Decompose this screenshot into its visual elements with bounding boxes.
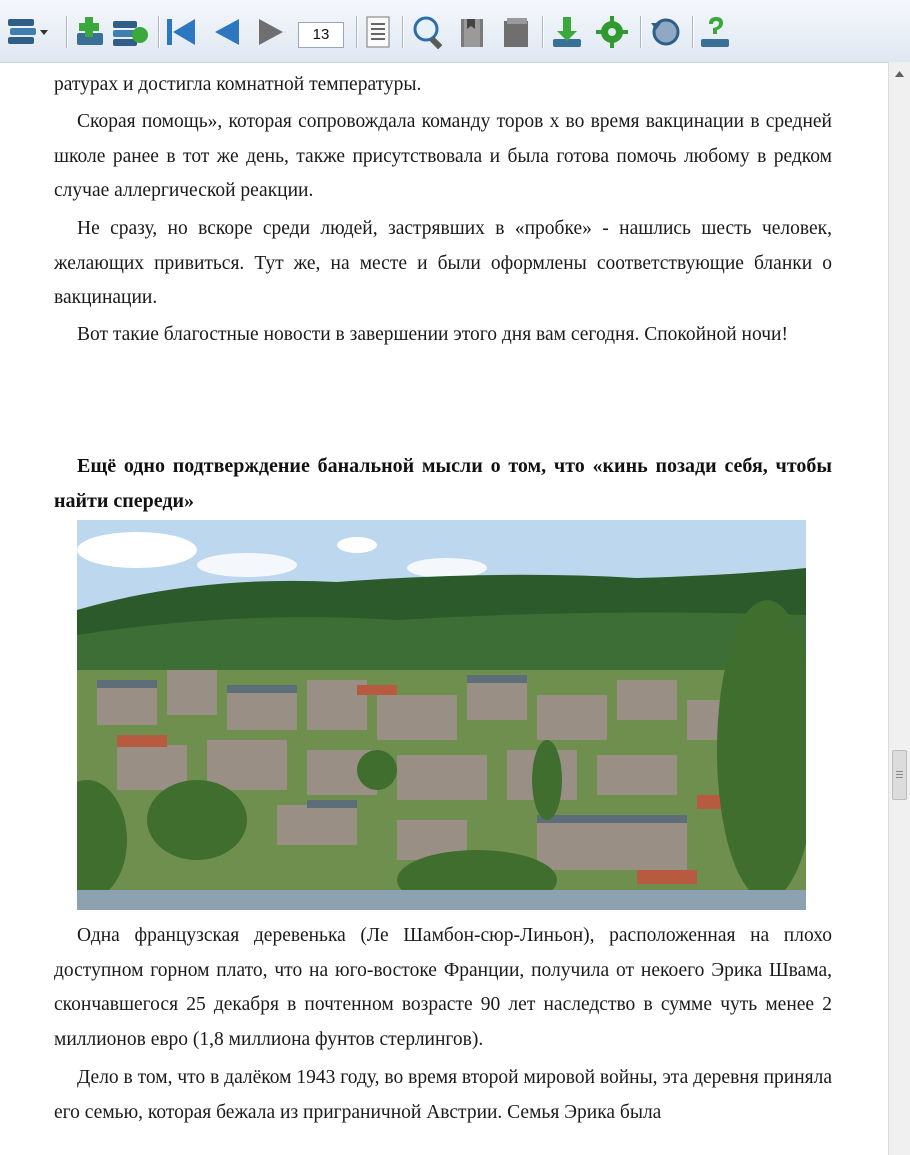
help-button[interactable] <box>696 14 734 50</box>
open-book-button[interactable] <box>110 14 150 50</box>
first-page-icon <box>163 15 199 49</box>
book-info-button[interactable] <box>498 14 534 50</box>
download-icon <box>549 15 585 49</box>
next-page-icon <box>253 15 287 49</box>
contents-icon <box>363 15 393 49</box>
search-button[interactable] <box>408 14 448 50</box>
book-info-icon <box>499 15 533 49</box>
library-button[interactable] <box>6 14 48 50</box>
village-photo <box>77 520 806 910</box>
paragraph: Скорая помощь», которая сопровождала команду торов х во время вакцинации в средней школе ранее в тот же день, также присутствовала и была готова помочь любому в редком случае аллергической реакции. <box>54 111 832 201</box>
paragraph: ратурах и достигла комнатной температуры. <box>54 74 422 95</box>
scroll-up-button[interactable] <box>889 62 910 84</box>
next-page-button[interactable] <box>252 14 288 50</box>
rotate-button[interactable] <box>646 14 686 50</box>
paragraph: Не сразу, но вскоре среди людей, застрявших в «пробке» - нашлись шесть человек, желающих привиться. Тут же, на месте и были оформлены соответствующие бланки о вакцинации. <box>54 218 832 308</box>
search-icon <box>409 15 447 49</box>
paragraph: Дело в том, что в далёком 1943 году, во время второй мировой войны, эта деревня приняла его семью, которая бежала из приграничной Австрии. Семья Эрика была <box>54 1067 832 1123</box>
document-page <box>0 62 888 1155</box>
scrollbar-thumb[interactable] <box>892 750 907 800</box>
library-icon <box>6 15 48 49</box>
article-heading: Ещё одно подтверждение банальной мысли о том, что «кинь позади себя, чтобы найти спереди» <box>54 455 832 512</box>
settings-icon <box>595 15 629 49</box>
add-book-icon <box>73 15 107 49</box>
scroll-up-icon <box>895 64 904 82</box>
rotate-icon <box>647 15 685 49</box>
settings-button[interactable] <box>594 14 630 50</box>
help-icon <box>697 15 733 49</box>
previous-page-icon <box>209 15 243 49</box>
bookmarks-button[interactable] <box>454 14 490 50</box>
contents-button[interactable] <box>360 14 396 50</box>
vertical-scrollbar[interactable] <box>888 62 910 1155</box>
first-page-button[interactable] <box>162 14 200 50</box>
paragraph: Вот такие благостные новости в завершении этого дня вам сегодня. Спокойной ночи! <box>77 324 788 345</box>
reader-toolbar <box>0 0 910 63</box>
add-book-button[interactable] <box>72 14 108 50</box>
download-button[interactable] <box>548 14 586 50</box>
page-number-input[interactable]: 13 <box>298 22 344 48</box>
open-book-icon <box>111 15 149 49</box>
bookmarks-icon <box>455 15 489 49</box>
paragraph: Одна французская деревенька (Ле Шамбон-сюр-Линьон), расположенная на плохо доступном горном плато, что на юго-востоке Франции, получила от некоего Эрика Швама, скончавшегося 25 декабря в почтенном возрасте 90 лет наследство в сумме чуть менее 2 миллионов евро (1,8 миллиона фунтов стерлингов). <box>54 925 832 1050</box>
previous-page-button[interactable] <box>208 14 244 50</box>
